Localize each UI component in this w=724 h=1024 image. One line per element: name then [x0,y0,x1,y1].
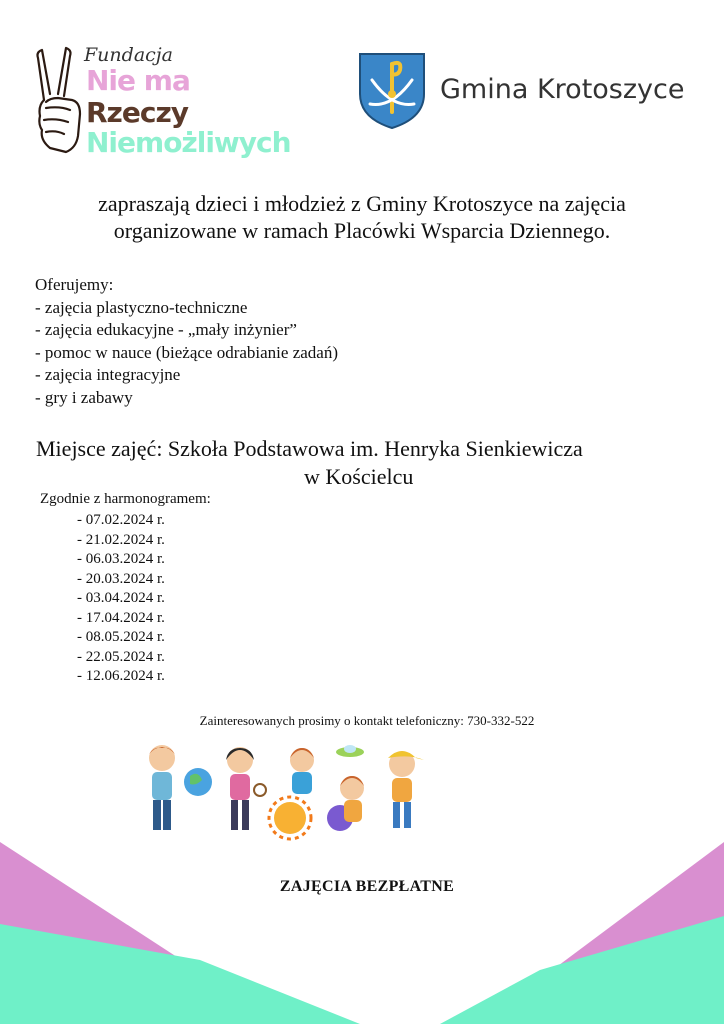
schedule-date: - 20.03.2024 r. [77,570,165,587]
intro-line-2: organizowane w ramach Placówki Wsparcia Dziennego. [113,218,611,243]
child-with-planet-illustration [327,776,364,831]
girl-with-cap-illustration [388,751,424,828]
contact-text: Zainteresowanych prosimy o kontakt telefoniczny: 730-332-522 [199,713,535,728]
schedule-title: Zgodnie z harmonogramem: [40,491,211,507]
offer-item: - zajęcia integracyjne [35,365,181,384]
child-with-globe-illustration [149,745,212,830]
schedule-date: - 08.05.2024 r. [77,629,165,645]
ufo-illustration [336,745,364,757]
schedule-date: - 07.02.2024 r. [77,512,165,528]
schedule-date: - 06.03.2024 r. [77,551,165,567]
foundation-logo-line1: Fundacja [84,44,174,66]
free-classes-label: ZAJĘCIA BEZPŁATNE [279,878,455,895]
place-line-2: w Kościelcu [304,464,414,489]
schedule-date: - 12.06.2024 r. [77,668,165,684]
offer-item: - gry i zabawy [35,387,133,407]
foundation-logo-line2: Nie ma [86,64,190,97]
foundation-logo-line3: Rzeczy [86,96,188,129]
offer-item: - pomoc w nauce (bieżące odrabianie zadań) [35,342,338,362]
peace-hand-icon [32,44,88,156]
offer-title: Oferujemy: [35,275,114,294]
intro-line-1: zapraszają dzieci i młodzież z Gminy Krotoszyce na zajęcia [98,191,626,216]
footer-decoration [0,820,724,1024]
sun-illustration [269,797,311,839]
foundation-logo [32,44,302,162]
place-of-classes [36,435,676,491]
footer-mint-left [0,924,360,1024]
girl-with-magnifier-illustration [226,747,266,830]
intro-text [40,190,684,244]
coat-of-arms-icon [356,50,428,130]
offer-list [35,274,338,409]
gmina-name: Gmina Krotoszyce [440,74,685,105]
schedule-dates [77,511,165,687]
footer-mint-right [440,916,724,1024]
schedule-date: - 22.05.2024 r. [77,648,165,665]
gmina-logo [356,50,696,132]
schedule-date: - 17.04.2024 r. [77,609,165,626]
offer-item: - zajęcia edukacyjne - „mały inżynier” [35,320,297,339]
foundation-logo-line4: Niemożliwych [86,126,291,159]
girl-with-planet-illustration [290,748,314,794]
offer-item: - zajęcia plastyczno-techniczne [35,297,248,317]
kids-illustration [140,740,440,845]
schedule-date: - 21.02.2024 r. [77,531,165,548]
schedule-date: - 03.04.2024 r. [77,590,165,606]
place-line-1: Miejsce zajęć: Szkoła Podstawowa im. Henryka Sienkiewicza [36,436,583,461]
